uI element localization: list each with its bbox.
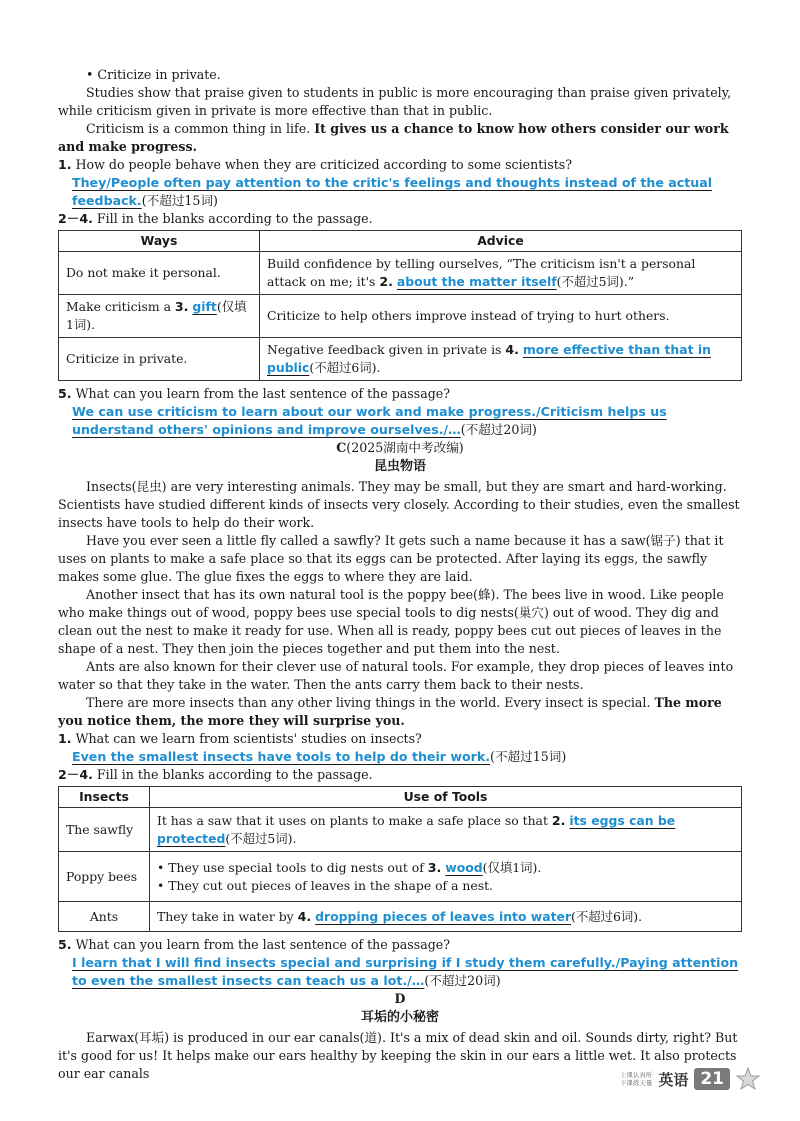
table-cell: Criticize to help others improve instead of trying to hurt others.	[260, 295, 742, 338]
question-5: 5. What can you learn from the last sentence of the passage?	[58, 386, 451, 401]
paragraph: Insects(昆虫) are very interesting animals. They may be small, but they are smart and hard-working. Scientists have studied different kinds of insects very closely. According to their studies, even the smallest insects have tools to help do their work.	[58, 479, 740, 530]
answer-line: We can use criticism to learn about our work and make progress./Criticism helps us understand others' opinions and improve ourselves./…(不超过20词)	[72, 404, 667, 437]
paragraph: Studies show that praise given to students in public is more encouraging than praise given privately, while criticism given in private is more effective than that in public.	[58, 85, 732, 118]
paragraph: There are more insects than any other living things in the world. Every insect is special. The more you notice them, the more they will surprise you.	[58, 695, 722, 728]
paragraph: Criticism is a common thing in life. It gives us a chance to know how others consider our work and make progress.	[58, 121, 729, 154]
paragraph: Have you ever seen a little fly called a sawfly? It gets such a name because it has a saw(锯子) that it uses on plants to make a safe place so that its eggs can be protected. After laying its eggs, the sawfly makes some glue. The glue fixes the eggs to where they are laid.	[58, 533, 724, 584]
ways-advice-table	[58, 230, 742, 381]
bullet-line: • They use special tools to dig nests out of 3. wood(仅填1词).	[157, 859, 542, 875]
star-logo-icon	[736, 1067, 760, 1091]
bullet-text: • Criticize in private.	[86, 67, 221, 82]
question-2-4: 2－4. Fill in the blanks according to the passage.	[58, 767, 373, 782]
question-1: 1. How do people behave when they are criticized according to some scientists?	[58, 157, 573, 172]
page-content	[58, 66, 742, 1083]
table-cell: Negative feedback given in private is 4. more effective than that in public(不超过6词).	[260, 338, 742, 381]
section-title: 昆虫物语	[373, 459, 426, 474]
key-sentence: The more you notice them, the more they will surprise you.	[58, 695, 722, 728]
page-footer	[620, 1067, 760, 1091]
table-row	[59, 295, 742, 338]
question-5: 5. What can you learn from the last sentence of the passage?	[58, 937, 451, 952]
answer-text: about the matter itself	[396, 274, 557, 289]
table-header: Ways	[59, 231, 260, 252]
table-cell: Make criticism a 3. gift(仅填1词).	[59, 295, 260, 338]
answer-text: gift	[192, 299, 217, 314]
answer-line: They/People often pay attention to the critic's feelings and thoughts instead of the actual feedback.(不超过15词)	[72, 175, 713, 208]
insects-tools-table	[58, 786, 742, 932]
table-cell: Poppy bees	[59, 852, 150, 902]
table-cell	[150, 852, 742, 902]
table-cell: It has a saw that it uses on plants to make a safe place so that 2. its eggs can be protected(不超过5词).	[150, 808, 742, 852]
paragraph: Ants are also known for their clever use of natural tools. For example, they drop pieces of leaves into water so that they take in the water. Then the ants carry them back to their nests.	[58, 659, 734, 692]
footer-tagline: 上课认真听 下课练天量	[619, 1071, 653, 1087]
table-cell: Criticize in private.	[59, 338, 260, 381]
answer-text: Even the smallest insects have tools to help do their work.	[72, 749, 491, 764]
page-number: 21	[694, 1068, 730, 1090]
answer-text: They/People often pay attention to the critic's feelings and thoughts instead of the actual feedback.	[72, 175, 713, 208]
table-cell: Do not make it personal.	[59, 252, 260, 295]
table-header: Insects	[59, 787, 150, 808]
answer-text: its eggs can be protected	[157, 812, 676, 846]
bullet-line: • They cut out pieces of leaves in the shape of a nest.	[157, 877, 493, 893]
table-cell: They take in water by 4. dropping pieces of leaves into water(不超过6词).	[150, 902, 742, 932]
answer-text: more effective than that in public	[267, 342, 711, 375]
answer-text: We can use criticism to learn about our work and make progress./Criticism helps us understand others' opinions and improve ourselves./…	[72, 404, 667, 437]
subject-label: 英语	[658, 1070, 689, 1089]
section-heading: D	[394, 991, 406, 1006]
question-1: 1. What can we learn from scientists' studies on insects?	[58, 731, 422, 746]
table-row	[59, 808, 742, 852]
paragraph: Another insect that has its own natural tool is the poppy bee(蜂). The bees live in wood. Like people who make things out of wood, poppy bees use special tools to dig nests(巢穴) out of wood. They dig and clean out the nest to make it ready for use. When all is ready, poppy bees cut out pieces of leaves in the shape of a nest. They then join the pieces together and put them into the nest.	[58, 587, 724, 656]
paragraph: Earwax(耳垢) is produced in our ear canals(道). It's a mix of dead skin and oil. Sounds dirty, right? But it's good for us! It helps make our ears healthy by keeping the skin in our ears a little wet. It also protects our ear canals	[58, 1030, 738, 1081]
table-row	[59, 338, 742, 381]
table-header-row	[59, 787, 742, 808]
answer-text: I learn that I will find insects special and surprising if I study them carefully./Paying attention to even the smallest insects can teach us a lot./…	[72, 955, 739, 988]
table-row	[59, 252, 742, 295]
table-header: Use of Tools	[150, 787, 742, 808]
answer-text: dropping pieces of leaves into water	[315, 908, 572, 924]
answer-text: wood	[445, 859, 483, 875]
table-cell: Ants	[59, 902, 150, 932]
answer-line: Even the smallest insects have tools to help do their work.(不超过15词)	[72, 749, 567, 764]
table-cell: Build confidence by telling ourselves, “The criticism isn't a personal attack on me; it's 2. about the matter itself(不超过5词).”	[260, 252, 742, 295]
answer-line: I learn that I will find insects special and surprising if I study them carefully./Paying attention to even the smallest insects can teach us a lot./…(不超过20词)	[72, 955, 739, 988]
table-row	[59, 852, 742, 902]
key-sentence: It gives us a chance to know how others consider our work and make progress.	[58, 121, 729, 154]
section-title: 耳垢的小秘密	[360, 1010, 439, 1025]
table-row	[59, 902, 742, 932]
table-header-row	[59, 231, 742, 252]
table-cell: The sawfly	[59, 808, 150, 852]
question-2-4: 2－4. Fill in the blanks according to the passage.	[58, 211, 373, 226]
section-heading: C(2025湖南中考改编)	[336, 440, 464, 455]
table-header: Advice	[260, 231, 742, 252]
